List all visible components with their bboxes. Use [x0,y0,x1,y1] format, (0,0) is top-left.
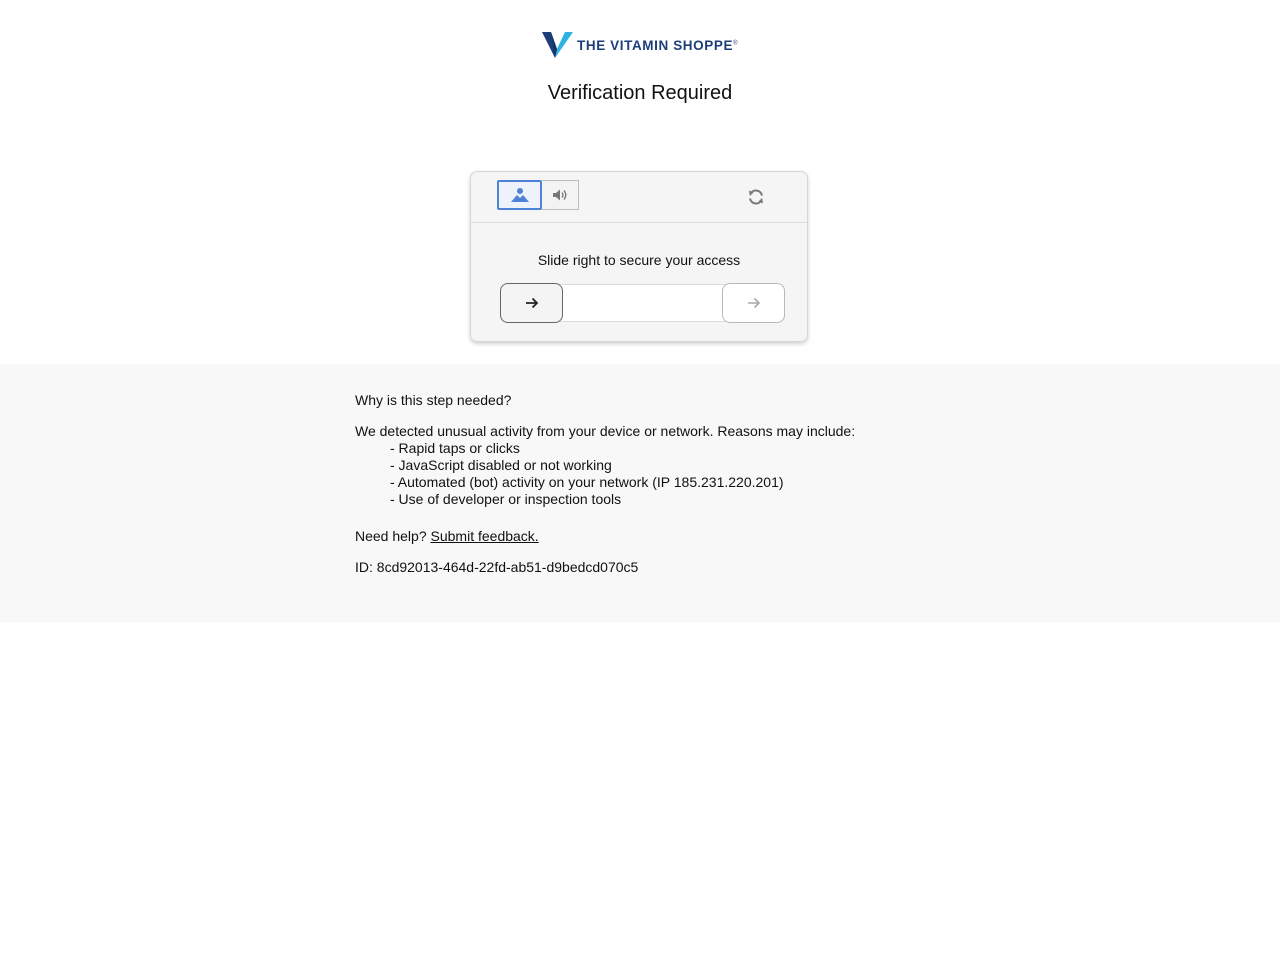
list-item: - Rapid taps or clicks [390,440,520,456]
speaker-icon [552,188,568,202]
refresh-icon [747,188,765,206]
captcha-mode-toggle [497,180,579,210]
refresh-button[interactable] [745,186,767,208]
list-item: - Automated (bot) activity on your network (IP 185.231.220.201) [390,474,784,490]
page-title: Verification Required [547,82,733,104]
slider-handle[interactable] [500,283,563,323]
list-item: - JavaScript disabled or not working [390,457,612,473]
arrow-right-icon [525,297,539,309]
brand-logo [542,30,738,60]
visual-mode-button[interactable] [497,180,542,210]
arrow-right-icon [747,297,761,309]
list-item: - Use of developer or inspection tools [390,491,622,507]
reference-id: ID: 8cd92013-464d-22fd-ab51-d9bedcd070c5 [355,559,639,575]
help-prefix: Need help? [355,528,427,544]
info-content [355,392,955,576]
slider-instruction: Slide right to secure your access [537,252,741,268]
captcha-toolbar [471,172,807,223]
reasons-list [390,440,955,508]
help-line [355,528,955,545]
submit-feedback-link[interactable]: Submit feedback. [430,528,539,544]
audio-mode-button[interactable] [542,180,579,210]
info-section [0,364,1280,622]
header [0,0,1280,364]
reasons-intro: We detected unusual activity from your device or network. Reasons may include: [355,423,856,439]
captcha-widget [470,171,808,342]
image-icon [510,187,530,203]
vitamin-shoppe-logo-mark-icon [542,31,574,59]
why-heading: Why is this step needed? [355,392,512,408]
brand-logo-text: THE VITAMIN SHOPPE® [577,38,739,53]
slider-target [722,283,785,323]
